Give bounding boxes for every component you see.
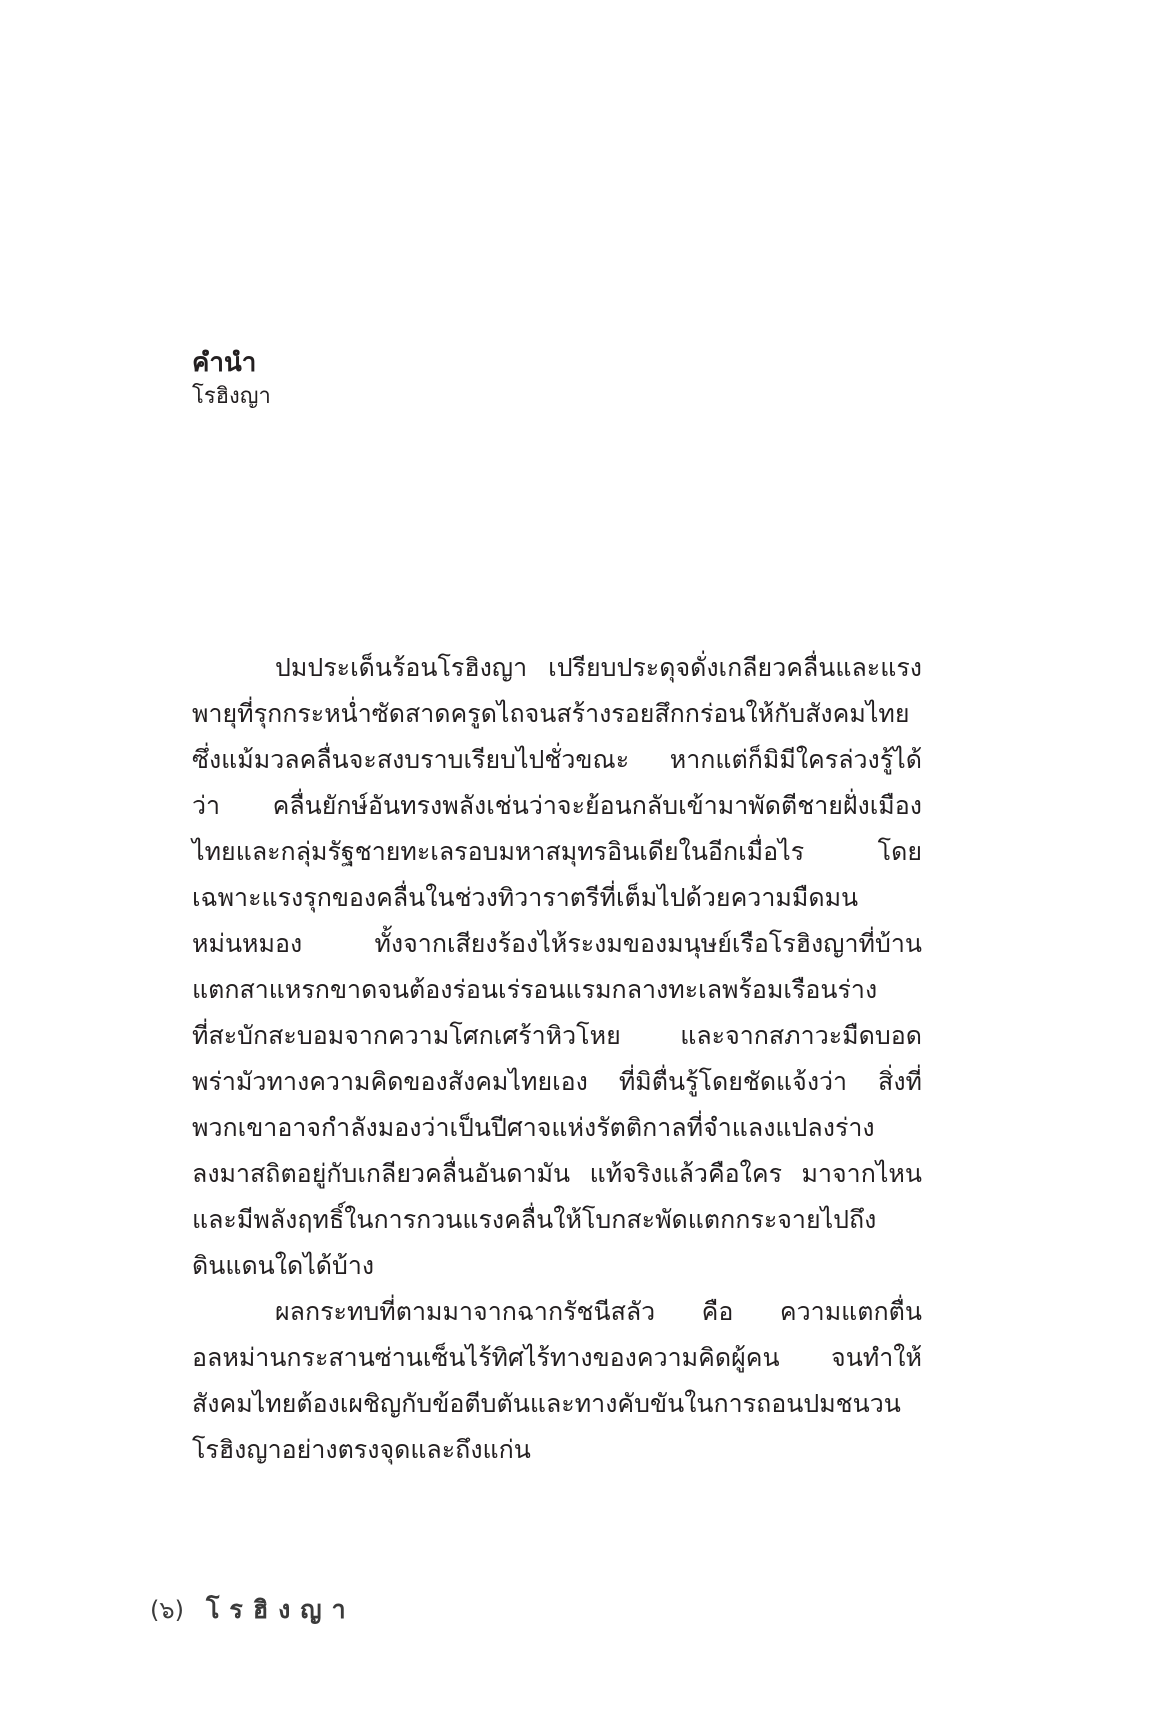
page-number: (๖)	[150, 1596, 184, 1624]
chapter-heading	[192, 345, 692, 413]
chapter-title: คำนำ	[192, 348, 257, 378]
text-line: ไทยและกลุ่มรัฐชายทะเลรอบมหาสมุทรอินเดียในอีกเมื่อไร โดย	[192, 837, 922, 866]
paragraph-2	[192, 1289, 922, 1473]
text-line: ว่า คลื่นยักษ์อันทรงพลังเช่นว่าจะย้อนกลับเข้ามาพัดตีชายฝั่งเมือง	[192, 791, 922, 820]
text-line: สังคมไทยต้องเผชิญกับข้อตีบตันและทางคับขันในการถอนปมชนวน	[192, 1389, 901, 1418]
body-text	[192, 645, 922, 1473]
text-line: โรฮิงญาอย่างตรงจุดและถึงแก่น	[192, 1435, 531, 1464]
text-line: อลหม่านกระสานซ่านเซ็นไร้ทิศไร้ทางของความคิดผู้คน จนทำให้	[192, 1343, 922, 1372]
chapter-subtitle: โรฮิงญา	[192, 384, 271, 409]
text-line: และมีพลังฤทธิ์ในการกวนแรงคลื่นให้โบกสะพัดแตกกระจายไปถึง	[192, 1205, 877, 1234]
text-line: พร่ามัวทางความคิดของสังคมไทยเอง ที่มิตื่นรู้โดยชัดแจ้งว่า สิ่งที่	[192, 1067, 922, 1096]
text-line: พวกเขาอาจกำลังมองว่าเป็นปีศาจแห่งรัตติกาลที่จำแลงแปลงร่าง	[192, 1113, 875, 1142]
text-line: หม่นหมอง ทั้งจากเสียงร้องไห้ระงมของมนุษย์เรือโรฮิงญาที่บ้าน	[192, 929, 922, 958]
text-line: ลงมาสถิตอยู่กับเกลียวคลื่นอันดามัน แท้จริงแล้วคือใคร มาจากไหน	[192, 1159, 922, 1188]
page-footer	[150, 1590, 356, 1630]
text-line: พายุที่รุกกระหน่ำซัดสาดครูดไถจนสร้างรอยสึกกร่อนให้กับสังคมไทย	[192, 699, 910, 728]
running-title: โรฮิงญา	[205, 1595, 356, 1624]
text-line: ดินแดนใดได้บ้าง	[192, 1251, 375, 1280]
text-line: ซึ่งแม้มวลคลื่นจะสงบราบเรียบไปชั่วขณะ หากแต่ก็มิมีใครล่วงรู้ได้	[192, 745, 922, 774]
paragraph-1	[192, 645, 922, 1289]
text-line: แตกสาแหรกขาดจนต้องร่อนเร่รอนแรมกลางทะเลพร้อมเรือนร่าง	[192, 975, 878, 1004]
text-line: เฉพาะแรงรุกของคลื่นในช่วงทิวาราตรีที่เต็มไปด้วยความมืดมน	[192, 883, 859, 912]
text-line: ที่สะบักสะบอมจากความโศกเศร้าหิวโหย และจากสภาวะมืดบอด	[192, 1021, 922, 1050]
text-line: ปมประเด็นร้อนโรฮิงญา เปรียบประดุจดั่งเกลียวคลื่นและแรง	[275, 653, 922, 682]
text-line: ผลกระทบที่ตามมาจากฉากรัชนีสลัว คือ ความแตกตื่น	[275, 1297, 922, 1326]
